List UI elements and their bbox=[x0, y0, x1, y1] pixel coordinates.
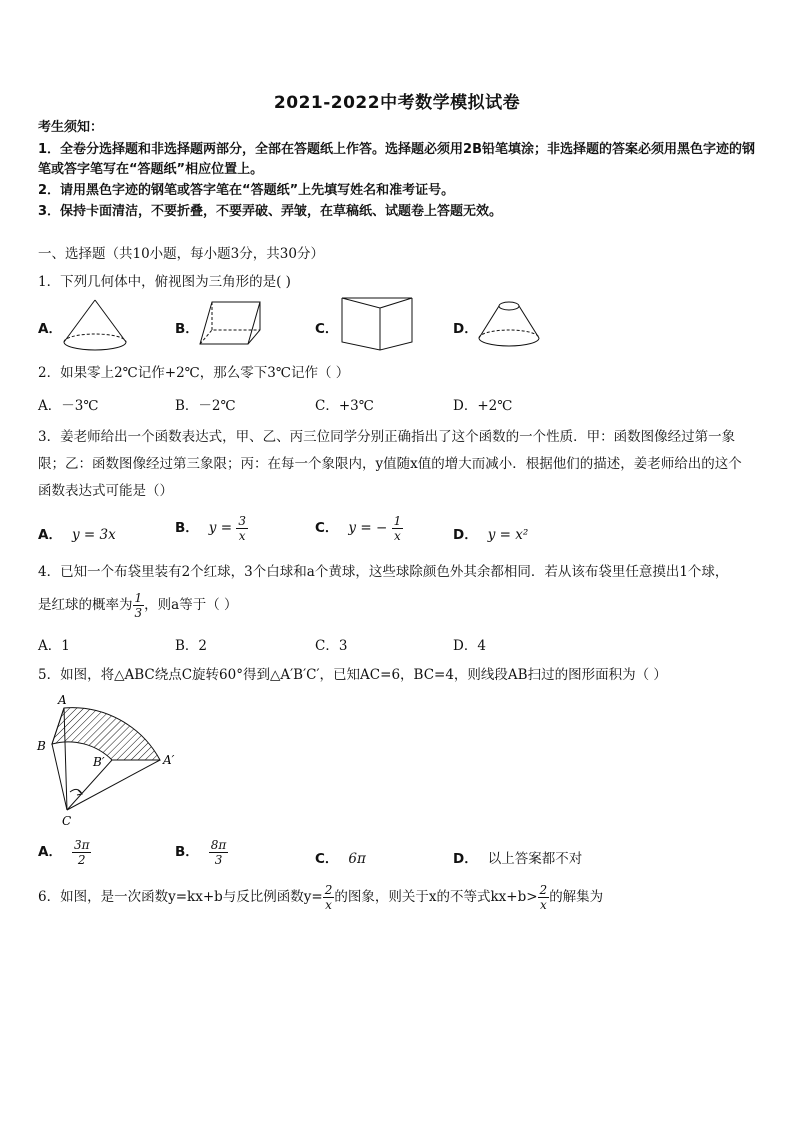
stem-text: 是红球的概率为 bbox=[38, 597, 133, 613]
stem-text: 6．如图，是一次函数y=kx+b与反比例函数y= bbox=[38, 889, 323, 905]
option-lhs: y = − bbox=[348, 520, 388, 536]
question-2-stem: 2．如果零上2℃记作+2℃，那么零下3℃记作（ ） bbox=[38, 365, 350, 381]
option-value: 6π bbox=[348, 851, 366, 867]
figure-label: A bbox=[58, 693, 67, 707]
question-3-stem: 3．姜老师给出一个函数表达式，甲、乙、丙三位同学分别正确指出了这个函数的一个性质．甲：函数图像经过第一象限；乙：函数图像经过第三象限；丙：在每一个象限内，y值随x值的增大而减小．根据他们的描述，姜老师给出的这个函数表达式可能是（） bbox=[38, 429, 742, 499]
q5-option-c bbox=[315, 847, 366, 867]
option-label: D． bbox=[453, 527, 478, 543]
q2-option-b: B．－2℃ bbox=[175, 398, 236, 414]
fraction bbox=[133, 591, 145, 620]
denominator: x bbox=[539, 898, 547, 912]
option-label: B． bbox=[175, 844, 199, 860]
option-label: D． bbox=[453, 321, 478, 337]
numerator: 3π bbox=[73, 838, 90, 852]
stem-text: ，则a等于（ ） bbox=[144, 597, 238, 613]
question-5-stem: 5．如图，将△ABC绕点C旋转60°得到△A′B′C′，已知AC=6，BC=4，则线段AB扫过的图形面积为（ ） bbox=[38, 667, 667, 683]
denominator: 3 bbox=[134, 606, 143, 620]
option-value: y = 3x bbox=[71, 527, 116, 543]
numerator: 2 bbox=[539, 883, 548, 897]
figure-label: C bbox=[62, 814, 72, 828]
option-label: A． bbox=[38, 321, 62, 337]
question-6-stem bbox=[38, 880, 603, 914]
q3-option-d bbox=[453, 523, 528, 543]
fraction bbox=[236, 514, 248, 543]
option-label: B． bbox=[175, 520, 199, 536]
q2-option-c: C．+3℃ bbox=[315, 398, 374, 414]
numerator: 1 bbox=[393, 514, 402, 528]
option-label: C． bbox=[315, 520, 339, 536]
numerator: 8π bbox=[210, 838, 227, 852]
option-lhs: y = bbox=[208, 520, 233, 536]
notice-heading: 考生须知： bbox=[38, 120, 104, 135]
notice-item-2: 2．请用黑色字迹的钢笔或答字笔在“答题纸”上先填写姓名和准考证号。 bbox=[38, 183, 455, 198]
triangular-prism-icon bbox=[198, 300, 264, 346]
denominator: x bbox=[238, 529, 246, 543]
option-label: B． bbox=[175, 321, 199, 337]
q4-option-b: B．2 bbox=[175, 638, 208, 654]
fraction bbox=[209, 838, 229, 867]
stem-text: 的解集为 bbox=[549, 889, 604, 905]
denominator: 2 bbox=[77, 853, 86, 867]
q4-option-c: C．3 bbox=[315, 638, 348, 654]
q5-option-d bbox=[453, 847, 582, 867]
question-1-stem: 1．下列几何体中，俯视图为三角形的是( ) bbox=[38, 274, 291, 290]
option-label: C． bbox=[315, 851, 339, 867]
rotation-figure bbox=[34, 694, 184, 830]
q3-option-c bbox=[315, 514, 403, 543]
cone-icon bbox=[60, 298, 130, 356]
numerator: 2 bbox=[324, 883, 333, 897]
q2-option-a: A．－3℃ bbox=[38, 398, 99, 414]
triangular-prism-upright-icon bbox=[340, 294, 414, 352]
figure-label: A′ bbox=[163, 753, 175, 767]
denominator: x bbox=[325, 898, 332, 912]
question-4-stem-line-2 bbox=[38, 590, 237, 620]
q5-option-b bbox=[175, 838, 228, 867]
fraction bbox=[323, 883, 335, 912]
numerator: 3 bbox=[238, 514, 246, 528]
option-label: D． bbox=[453, 851, 478, 867]
q3-option-a bbox=[38, 523, 116, 543]
option-label: A． bbox=[38, 844, 62, 860]
notice-item-1: 1．全卷分选择题和非选择题两部分，全部在答题纸上作答。选择题必须用2B铅笔填涂；非选择题的答案必须用黑色字迹的钢笔或答字笔写在“答题纸”相应位置上。 bbox=[38, 142, 756, 177]
figure-label: B bbox=[37, 739, 46, 753]
q4-option-d: D．4 bbox=[453, 638, 486, 654]
option-label: A． bbox=[38, 527, 62, 543]
option-value: 以上答案都不对 bbox=[487, 851, 583, 867]
fraction bbox=[72, 838, 92, 867]
denominator: x bbox=[393, 529, 401, 543]
section-heading: 一、选择题（共10小题，每小题3分，共30分） bbox=[38, 246, 324, 262]
q2-option-d: D．+2℃ bbox=[453, 398, 513, 414]
figure-label: B′ bbox=[93, 755, 105, 769]
denominator: 3 bbox=[214, 853, 223, 867]
page-title: 2021-2022中考数学模拟试卷 bbox=[273, 93, 521, 113]
numerator: 1 bbox=[134, 591, 143, 605]
q5-option-a bbox=[38, 838, 91, 867]
fraction bbox=[538, 883, 550, 912]
question-4-stem-line-1: 4．已知一个布袋里装有2个红球，3个白球和a个黄球，这些球除颜色外其余都相同．若从该布袋里任意摸出1个球， bbox=[38, 564, 729, 580]
option-value: y = x² bbox=[487, 527, 529, 543]
frustum-icon bbox=[476, 298, 542, 350]
notice-item-3: 3．保持卡面清洁，不要折叠，不要弄破、弄皱，在草稿纸、试题卷上答题无效。 bbox=[38, 204, 503, 219]
option-label: C． bbox=[315, 321, 339, 337]
stem-text: 的图象，则关于x的不等式kx+b> bbox=[334, 889, 538, 905]
fraction bbox=[392, 514, 404, 543]
q4-option-a: A．1 bbox=[38, 638, 70, 654]
q3-option-b bbox=[175, 514, 248, 543]
